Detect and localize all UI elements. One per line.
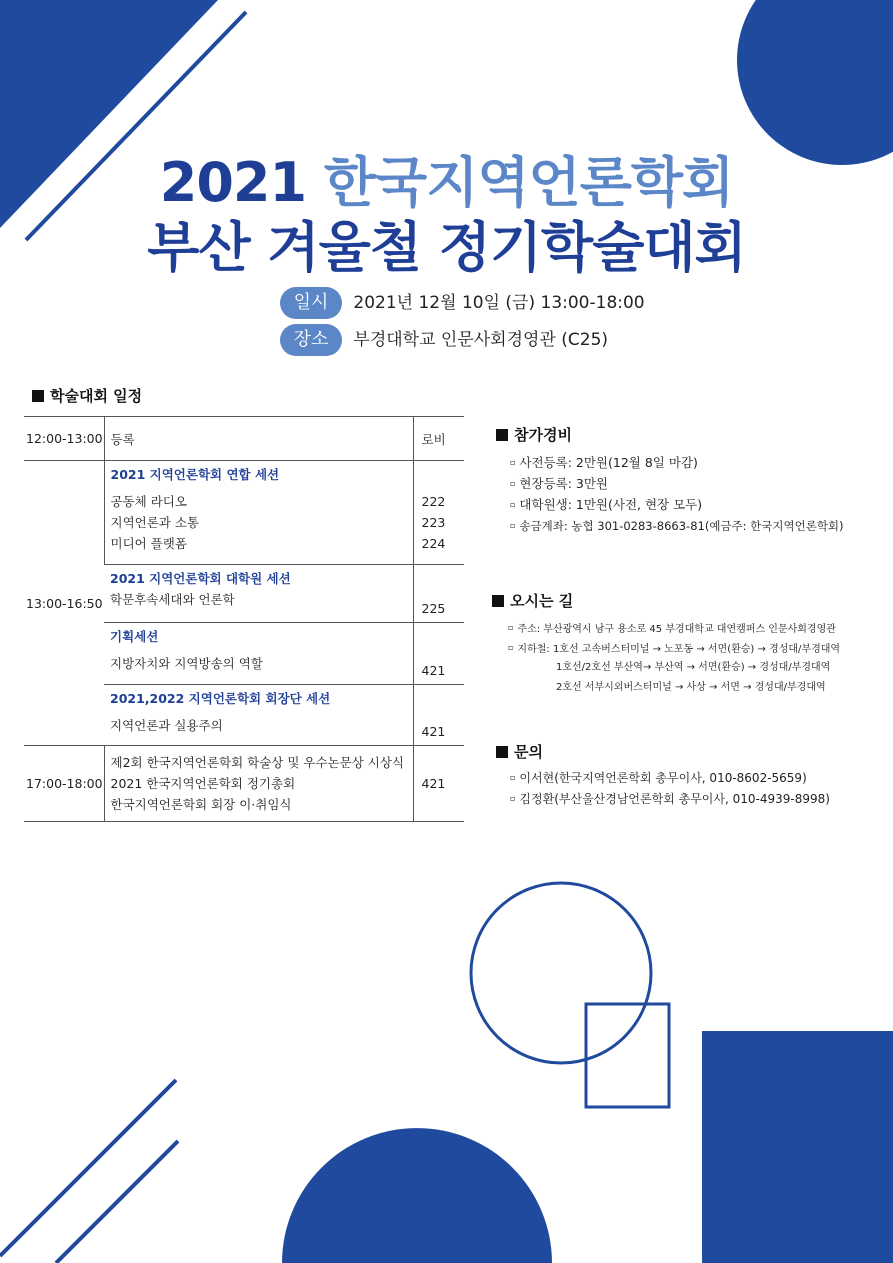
room-cell: 421 (413, 746, 464, 822)
room-cell: 421 (413, 685, 464, 746)
session-item: 학문후속세대와 언론학 (110, 592, 235, 607)
small-square-icon: ▫ (508, 623, 514, 632)
room-cell: 421 (413, 623, 464, 685)
place-label-pill: 장소 (280, 324, 342, 356)
session-item: 미디어 플랫폼 (110, 536, 187, 551)
small-square-icon: ▫ (510, 521, 516, 530)
place-row (280, 324, 608, 356)
schedule-table (24, 416, 464, 822)
date-value: 2021년 12월 10일 (금) 13:00-18:00 (353, 293, 645, 313)
small-square-icon: ▫ (510, 479, 516, 488)
date-label-pill: 일시 (280, 287, 342, 319)
directions-heading: 오시는 길 (492, 590, 573, 611)
list-item: ▫ 사전등록: 2만원(12월 8일 마감) (510, 455, 698, 470)
item-cell: 등록 (104, 417, 413, 461)
session-item: 제2회 한국지역언론학회 학술상 및 우수논문상 시상식 (110, 755, 404, 770)
directions-list (508, 618, 840, 698)
session-item: 한국지역언론학회 회장 이·취임식 (110, 797, 292, 812)
list-item: 2호선 서부시외버스터미널 → 사상 → 서면 → 경성대/부경대역 (556, 682, 826, 693)
small-square-icon: ▫ (510, 794, 516, 803)
session-title: 기획세션 (110, 629, 159, 644)
title-line-2: 부산 겨울철 정기학술대회 (147, 216, 746, 279)
date-row (280, 287, 645, 319)
session-cell (104, 461, 413, 565)
bottom-half-circle-shape (282, 1128, 552, 1263)
list-item: ▫ 대학원생: 1만원(사전, 현장 모두) (510, 497, 703, 512)
list-item: ▫ 현장등록: 3만원 (510, 476, 609, 491)
small-square-icon: ▫ (508, 643, 514, 652)
fees-list (510, 452, 844, 536)
small-square-icon: ▫ (510, 458, 516, 467)
session-item: 지역언론과 소통 (110, 515, 199, 530)
session-item: 2021 한국지역언론학회 정기총회 (110, 776, 296, 791)
square-bullet-icon (492, 595, 504, 607)
table-row (24, 461, 464, 565)
session-title: 2021,2022 지역언론학회 회장단 세션 (110, 691, 331, 706)
session-item: 지방자치와 지역방송의 역할 (110, 656, 263, 671)
time-cell: 13:00-16:50 (24, 461, 104, 746)
title-year: 2021 (159, 151, 307, 214)
session-title: 2021 지역언론학회 연합 세션 (110, 467, 280, 482)
list-item: ▫ 지하철: 1호선 고속버스터미널 → 노포동 → 서면(환승) → 경성대/부경대역 (508, 643, 841, 655)
bottom-left-diagonal-line-2 (56, 1141, 178, 1263)
small-square-icon: ▫ (510, 500, 516, 509)
room-cell: 225 (413, 565, 464, 623)
session-cell (104, 685, 413, 746)
list-item: ▫ 주소: 부산광역시 남구 용소로 45 부경대학교 대연캠퍼스 인문사회경영관 (508, 623, 836, 635)
session-cell (104, 746, 413, 822)
list-item: ▫ 송금계좌: 농협 301-0283-8663-81(예금주: 한국지역언론학회) (510, 519, 844, 533)
session-item: 지역언론과 실용주의 (110, 718, 223, 733)
room-cell: 로비 (413, 417, 464, 461)
list-item: ▫ 김정환(부산울산경남언론학회 총무이사, 010-4939-8998) (510, 792, 830, 806)
time-cell: 17:00-18:00 (24, 746, 104, 822)
outline-circle-shape (471, 883, 651, 1063)
table-row (24, 417, 464, 461)
small-square-icon: ▫ (510, 773, 516, 782)
place-value: 부경대학교 인문사회경영관 (C25) (353, 330, 609, 350)
contact-list (510, 767, 830, 809)
session-cell (104, 623, 413, 685)
contact-heading: 문의 (496, 741, 543, 762)
session-title: 2021 지역언론학회 대학원 세션 (110, 571, 291, 586)
session-item: 공동체 라디오 (110, 494, 187, 509)
schedule-heading: 학술대회 일정 (32, 385, 142, 406)
bottom-right-rect-shape (702, 1031, 893, 1263)
list-item: 1호선/2호선 부산역→ 부산역 → 서면(환승) → 경성대/부경대역 (556, 662, 831, 673)
room-cell: 222 223 224 (413, 461, 464, 565)
square-bullet-icon (496, 429, 508, 441)
list-item: ▫ 이서현(한국지역언론학회 총무이사, 010-8602-5659) (510, 771, 807, 785)
fees-heading: 참가경비 (496, 424, 572, 445)
square-bullet-icon (32, 390, 44, 402)
session-cell (104, 565, 413, 623)
time-cell: 12:00-13:00 (24, 417, 104, 461)
table-row (24, 746, 464, 822)
square-bullet-icon (496, 746, 508, 758)
title-society-name: 한국지역언론학회 (323, 151, 734, 214)
